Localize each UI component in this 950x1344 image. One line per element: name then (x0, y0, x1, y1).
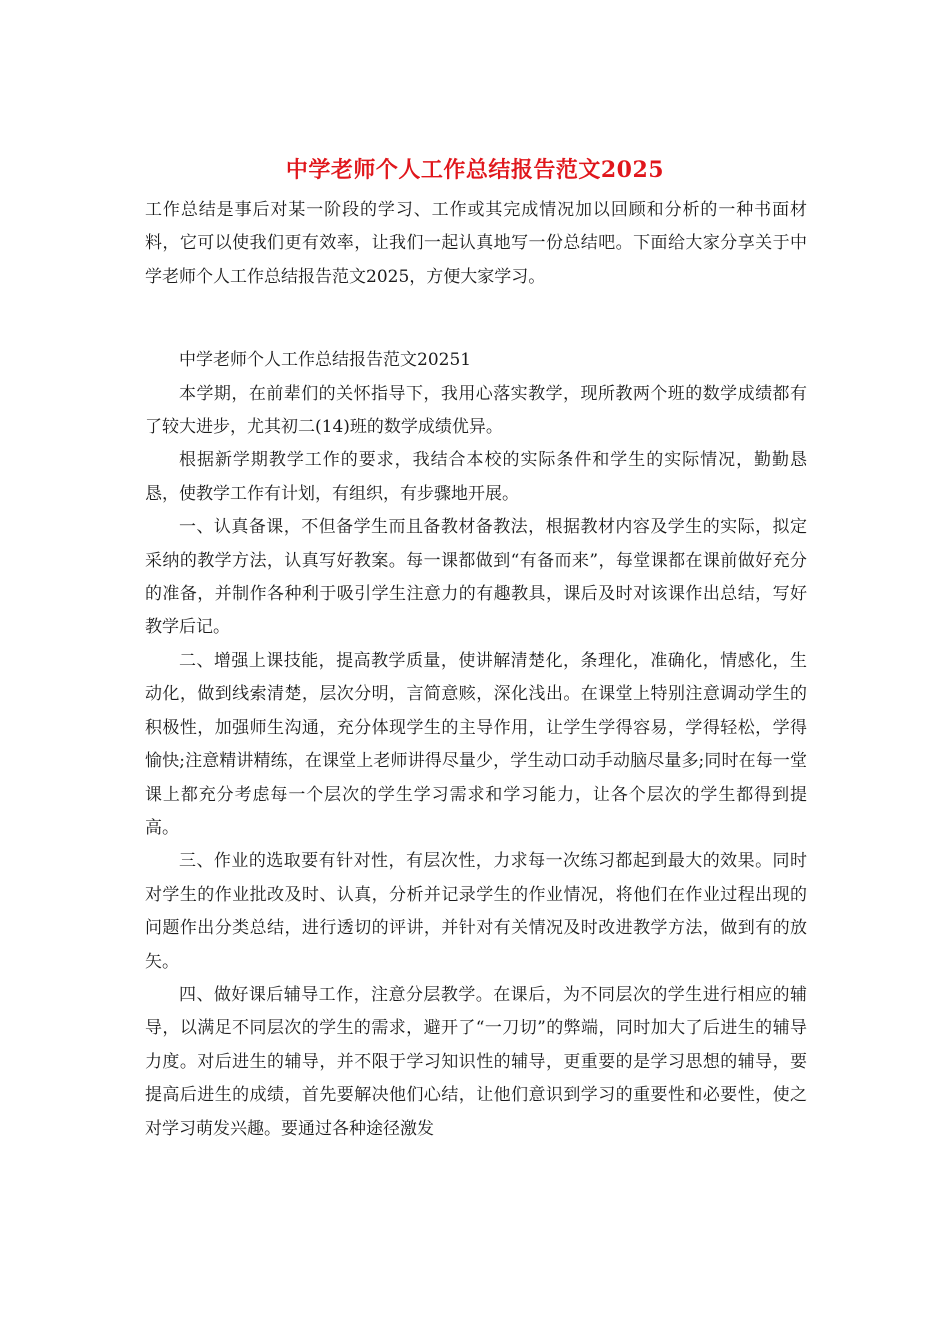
body-paragraph-2: 根据新学期教学工作的要求，我结合本校的实际条件和学生的实际情况，勤勤恳恳，使教学工作有计划，有组织，有步骤地开展。 (145, 450, 807, 504)
body-paragraph-1: 本学期，在前辈们的关怀指导下，我用心落实教学，现所教两个班的数学成绩都有了较大进步，尤其初二(14)班的数学成绩优异。 (145, 383, 807, 438)
body-paragraph-5: 三、作业的选取要有针对性，有层次性，力求每一次练习都起到最大的效果。同时对学生的作业批改及时、认真，分析并记录学生的作业情况，将他们在作业过程出现的问题作出分类总结，进行透切的评讲，并针对有关情况及时改进教学方法，做到有的放矢。 (145, 851, 807, 972)
document-title: 中学老师个人工作总结报告范文2025 (285, 157, 665, 183)
body-paragraph-4: 二、增强上课技能，提高教学质量，使讲解清楚化，条理化，准确化，情感化，生动化，做到线索清楚，层次分明，言简意赅，深化浅出。在课堂上特别注意调动学生的积极性，加强师生沟通，充分体现学生的主导作用，让学生学得容易，学得轻松，学得愉快;注意精讲精练，在课堂上老师讲得尽量少，学生动口动手动脑尽量多;同时在每一堂课上都充分考虑每一个层次的学生学习需求和学习能力，让各个层次的学生都得到提高。 (145, 650, 807, 838)
document-body (145, 194, 807, 1146)
paragraph-gap (145, 294, 807, 344)
body-paragraph-3: 一、认真备课，不但备学生而且备教材备教法，根据教材内容及学生的实际，拟定采纳的教学方法，认真写好教案。每一课都做到“有备而来”，每堂课都在课前做好充分的准备，并制作各种利于吸引学生注意力的有趣教具，课后及时对该课作出总结，写好教学后记。 (145, 517, 807, 638)
body-paragraph-6: 四、做好课后辅导工作，注意分层教学。在课后，为不同层次的学生进行相应的辅导，以满足不同层次的学生的需求，避开了“一刀切”的弊端，同时加大了后进生的辅导力度。对后进生的辅导，并不限于学习知识性的辅导，更重要的是学习思想的辅导，要提高后进生的成绩，首先要解决他们心结，让他们意识到学习的重要性和必要性，使之对学习萌发兴趣。要通过各种途径激发 (145, 984, 807, 1139)
intro-paragraph: 工作总结是事后对某一阶段的学习、工作或其完成情况加以回顾和分析的一种书面材料，它可以使我们更有效率，让我们一起认真地写一份总结吧。下面给大家分享关于中学老师个人工作总结报告范文2025，方便大家学习。 (145, 200, 807, 287)
section-heading: 中学老师个人工作总结报告范文20251 (179, 350, 472, 371)
